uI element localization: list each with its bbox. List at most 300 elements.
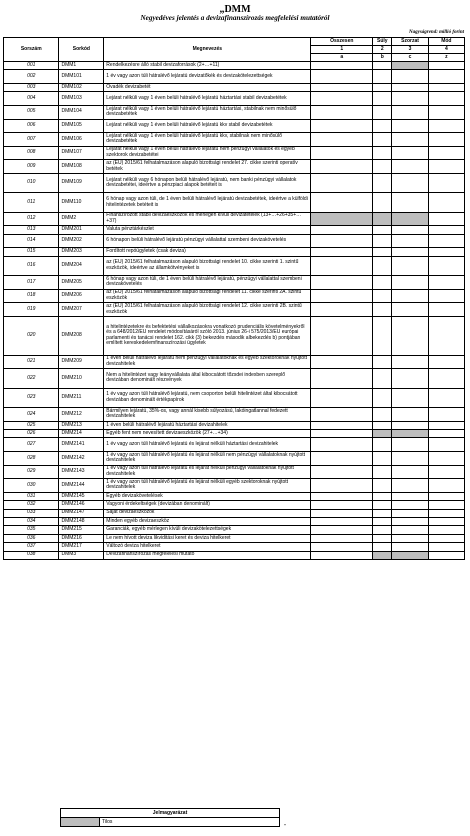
row-code: DMM217 — [59, 543, 104, 551]
value-suly-cell[interactable] — [373, 234, 392, 248]
value-suly-cell[interactable] — [373, 452, 392, 466]
row-description: 1 éven belüli hátralévő lejáratú nem pénzügyi vállalatoknak és egyéb szektoroknak nyújtott devizahitelek — [104, 355, 311, 369]
table-row — [4, 92, 465, 106]
row-description: az (EU) 2015/61 felhatalmazáson alapuló bizottsági rendelet 12. cikke szerinti 2B. szintű eszközök — [104, 303, 311, 317]
row-description: Lejárat nélküli vagy 1 éven belüli hátralévő lejáratú kkv stabil devizabetétek — [104, 119, 311, 133]
table-row — [4, 173, 465, 192]
table-row — [4, 492, 465, 500]
row-number: 009 — [4, 160, 59, 174]
row-description: Lejárat nélküli vagy 1 éven belüli hátralévő lejáratú háztartási, stabilnak nem minősülő devizabetétek — [104, 105, 311, 119]
row-description: 1 év vagy azon túli hátralévő lejáratú és lejárat nélküli nem pénzügyi vállalatoknak nyújtott devizahitelek — [104, 452, 311, 466]
value-suly-cell[interactable] — [373, 526, 392, 534]
value-suly-cell[interactable] — [373, 83, 392, 91]
row-number: 019 — [4, 303, 59, 317]
value-suly-cell[interactable] — [373, 421, 392, 429]
row-code: DMM107 — [59, 146, 104, 160]
table-row — [4, 303, 465, 317]
value-osszesen-cell[interactable] — [311, 438, 373, 452]
value-mod-cell — [428, 430, 464, 438]
value-szorzat-cell[interactable] — [392, 70, 428, 84]
value-suly-cell[interactable] — [373, 256, 392, 275]
value-mod-cell — [428, 212, 464, 226]
row-number: 026 — [4, 430, 59, 438]
value-szorzat-cell[interactable] — [392, 543, 428, 551]
row-code: DMM3 — [59, 551, 104, 559]
header-mod: Mód — [428, 38, 464, 46]
value-suly-cell[interactable] — [373, 388, 392, 407]
row-number: 001 — [4, 62, 59, 70]
value-suly-cell[interactable] — [373, 501, 392, 509]
row-number: 003 — [4, 83, 59, 91]
table-row — [4, 551, 465, 559]
header-osszesen: Összesen — [311, 38, 373, 46]
row-code: DMM2145 — [59, 492, 104, 500]
row-code: DMM203 — [59, 248, 104, 256]
value-mod-cell — [428, 355, 464, 369]
row-description: Bármilyen lejáratú, 35%-os, vagy annál kisebb súlyozású, lakóingatlannal fedezett devizahitelek — [104, 408, 311, 422]
header-col-letter-b: b — [373, 54, 392, 62]
value-suly-cell[interactable] — [373, 193, 392, 212]
row-description: Egyéb fent nem nevesített devizaeszközök (27+…+34) — [104, 430, 311, 438]
row-description: Saját devizaeszközök — [104, 509, 311, 517]
row-code: DMM2144 — [59, 479, 104, 493]
value-szorzat-cell[interactable] — [392, 160, 428, 174]
table-row — [4, 133, 465, 147]
row-number: 004 — [4, 92, 59, 106]
value-osszesen-cell[interactable] — [311, 465, 373, 479]
row-description: 1 év vagy azon túli hátralévő lejáratú és lejárat nélküli egyéb szektoroknak nyújtott devizahitelek — [104, 479, 311, 493]
row-number: 032 — [4, 501, 59, 509]
row-description: a hitelintézetekre és befektetési vállalkozásokra vonatkozó prudenciális követelményekről és a 648/2012/EU rendelet módosításáról szóló 2013. június 26-i 575/2013/EU európai parlamenti és tanácsi rendelet 162. cikk (3) bekezdés második albekezdés b) pontjában említett kereskedelemfinanszírozási ügyletek — [104, 316, 311, 355]
value-szorzat-cell[interactable] — [392, 316, 428, 355]
row-number: 031 — [4, 492, 59, 500]
row-code: DMM210 — [59, 369, 104, 388]
value-mod-cell — [428, 509, 464, 517]
value-osszesen-cell[interactable] — [311, 526, 373, 534]
value-suly-cell[interactable] — [373, 509, 392, 517]
value-osszesen-cell[interactable] — [311, 316, 373, 355]
value-szorzat-cell[interactable] — [392, 276, 428, 290]
row-number: 021 — [4, 355, 59, 369]
value-osszesen-cell[interactable] — [311, 492, 373, 500]
table-row — [4, 105, 465, 119]
row-number: 024 — [4, 408, 59, 422]
value-szorzat-cell[interactable] — [392, 408, 428, 422]
value-osszesen-cell[interactable] — [311, 160, 373, 174]
value-mod-cell — [428, 479, 464, 493]
row-description: 6 hónap vagy azon túli, de 1 éven belüli hátralévő lejáratú devizabetétek, ideértve a külföldi hitelintézetek betéteit is — [104, 193, 311, 212]
value-szorzat-cell[interactable] — [392, 289, 428, 303]
legend-swatch — [61, 818, 100, 827]
value-suly-cell[interactable] — [373, 70, 392, 84]
value-suly-cell[interactable] — [373, 160, 392, 174]
row-number: 008 — [4, 146, 59, 160]
value-mod-cell — [428, 534, 464, 542]
row-code: DMM201 — [59, 226, 104, 234]
row-description: Óvadék devizabetét — [104, 83, 311, 91]
row-code: DMM212 — [59, 408, 104, 422]
value-osszesen-cell[interactable] — [311, 133, 373, 147]
row-code: DMM2148 — [59, 517, 104, 525]
legend-title: Jelmagyarázat — [61, 809, 280, 818]
row-description: Minden egyéb devizaeszköz — [104, 517, 311, 525]
value-mod-cell — [428, 105, 464, 119]
legend — [60, 808, 280, 827]
table-body — [4, 62, 465, 560]
value-osszesen-cell[interactable] — [311, 146, 373, 160]
table-row — [4, 369, 465, 388]
value-osszesen-cell[interactable] — [311, 276, 373, 290]
value-mod-cell — [428, 438, 464, 452]
value-szorzat-cell[interactable] — [392, 355, 428, 369]
row-description: az (EU) 2015/61 felhatalmazáson alapuló bizottsági rendelet 10. cikke szerinti 1. szintű eszközök, ideértve az államkötvényeket is — [104, 256, 311, 275]
table-row — [4, 119, 465, 133]
row-description: 1 év vagy azon túli hátralévő lejáratú devizatőkék és devizakötelezettségek — [104, 70, 311, 84]
value-suly-cell[interactable] — [373, 133, 392, 147]
value-suly-cell[interactable] — [373, 146, 392, 160]
value-osszesen-cell[interactable] — [311, 355, 373, 369]
table-row — [4, 421, 465, 429]
value-osszesen-cell[interactable] — [311, 551, 373, 559]
table-row — [4, 276, 465, 290]
value-mod-cell — [428, 276, 464, 290]
value-suly-cell[interactable] — [373, 316, 392, 355]
value-szorzat-cell[interactable] — [392, 173, 428, 192]
value-mod-cell — [428, 465, 464, 479]
value-osszesen-cell[interactable] — [311, 408, 373, 422]
value-mod-cell — [428, 234, 464, 248]
value-szorzat-cell[interactable] — [392, 234, 428, 248]
value-mod-cell — [428, 492, 464, 500]
value-szorzat-cell[interactable] — [392, 146, 428, 160]
value-suly-cell[interactable] — [373, 248, 392, 256]
row-code: DMM104 — [59, 105, 104, 119]
value-osszesen-cell[interactable] — [311, 543, 373, 551]
table-row — [4, 289, 465, 303]
value-suly-cell[interactable] — [373, 465, 392, 479]
value-szorzat-cell[interactable] — [392, 248, 428, 256]
value-osszesen-cell[interactable] — [311, 369, 373, 388]
value-osszesen-cell[interactable] — [311, 226, 373, 234]
table-row — [4, 212, 465, 226]
row-code: DMM2142 — [59, 452, 104, 466]
header-col-letter-a: a — [311, 54, 373, 62]
report-subtitle: Negyedéves jelentés a devizafinanszírozás megfelelési mutatóról — [140, 14, 330, 22]
row-description: Lejárat nélküli vagy 6 hónapon belüli hátralévő lejáratú, nem banki pénzügyi vállalatok devizabetétei, ideértve a pénzpiaci alapok betéteit is — [104, 173, 311, 192]
row-number: 010 — [4, 173, 59, 192]
table-row — [4, 62, 465, 70]
value-osszesen-cell[interactable] — [311, 452, 373, 466]
row-code: DMM202 — [59, 234, 104, 248]
value-osszesen-cell[interactable] — [311, 256, 373, 275]
row-number: 029 — [4, 465, 59, 479]
row-number: 002 — [4, 70, 59, 84]
header-col-num-3: 3 — [392, 46, 428, 54]
table-row — [4, 452, 465, 466]
row-description: az (EU) 2015/61 felhatalmazáson alapuló bizottsági rendelet 11. cikke szerinti 2A. szintű eszközök — [104, 289, 311, 303]
row-number: 015 — [4, 248, 59, 256]
table-row — [4, 479, 465, 493]
value-mod-cell — [428, 551, 464, 559]
value-szorzat-cell[interactable] — [392, 479, 428, 493]
row-number: 033 — [4, 509, 59, 517]
row-description: Finanszírozott stabil devizaeszközök és mérlegen kívüli devizatételek (13+…+26+35+…+37) — [104, 212, 311, 226]
row-code: DMM216 — [59, 534, 104, 542]
value-szorzat-cell[interactable] — [392, 226, 428, 234]
value-suly-cell[interactable] — [373, 62, 392, 70]
row-description: Valuta pénztárkészlet — [104, 226, 311, 234]
table-row — [4, 146, 465, 160]
header-suly: Súly — [373, 38, 392, 46]
row-number: 027 — [4, 438, 59, 452]
value-osszesen-cell[interactable] — [311, 83, 373, 91]
value-szorzat-cell[interactable] — [392, 438, 428, 452]
value-mod-cell — [428, 193, 464, 212]
report-title: „DMM — [219, 4, 251, 15]
header-col-num-4: 4 — [428, 46, 464, 54]
row-code: DMM2 — [59, 212, 104, 226]
row-description: Garanciák, egyéb mérlegen kívüli devizakötelezettségek — [104, 526, 311, 534]
header-col-num-1: 1 — [311, 46, 373, 54]
value-osszesen-cell[interactable] — [311, 388, 373, 407]
value-mod-cell — [428, 501, 464, 509]
row-number: 005 — [4, 105, 59, 119]
value-osszesen-cell[interactable] — [311, 430, 373, 438]
value-szorzat-cell — [392, 430, 428, 438]
value-mod-cell — [428, 517, 464, 525]
value-osszesen-cell[interactable] — [311, 509, 373, 517]
row-description: 6 hónap vagy azon túli, de 1 éven belüli hátralévő lejáratú, pénzügyi vállalattal szembeni devizakövetelés — [104, 276, 311, 290]
table-row — [4, 83, 465, 91]
value-szorzat-cell — [392, 212, 428, 226]
table-row — [4, 543, 465, 551]
row-number: 038 — [4, 551, 59, 559]
row-code: DMM2146 — [59, 501, 104, 509]
header-sorszam: Sorszám — [4, 38, 59, 62]
row-number: 012 — [4, 212, 59, 226]
table-row — [4, 517, 465, 525]
row-description: 1 éven belüli hátralévő lejáratú háztartási devizahitelek — [104, 421, 311, 429]
value-suly-cell[interactable] — [373, 355, 392, 369]
row-number: 017 — [4, 276, 59, 290]
value-osszesen-cell[interactable] — [311, 303, 373, 317]
value-suly-cell[interactable] — [373, 276, 392, 290]
closing-quote-mark: " — [284, 824, 286, 830]
table-row — [4, 388, 465, 407]
row-description: 1 év vagy azon túli hátralévő lejáratú és lejárat nélküli háztartási devizahitelek — [104, 438, 311, 452]
value-mod-cell — [428, 543, 464, 551]
value-suly-cell[interactable] — [373, 492, 392, 500]
value-mod-cell — [428, 70, 464, 84]
row-code: DMM2147 — [59, 509, 104, 517]
value-mod-cell — [428, 256, 464, 275]
value-suly-cell[interactable] — [373, 289, 392, 303]
value-suly-cell[interactable] — [373, 226, 392, 234]
table-row — [4, 234, 465, 248]
row-code: DMM208 — [59, 316, 104, 355]
value-szorzat-cell[interactable] — [392, 119, 428, 133]
value-mod-cell — [428, 408, 464, 422]
value-suly-cell[interactable] — [373, 119, 392, 133]
value-osszesen-cell[interactable] — [311, 70, 373, 84]
value-szorzat-cell[interactable] — [392, 517, 428, 525]
row-description: Fordított repóügyletek (csak deviza) — [104, 248, 311, 256]
row-number: 034 — [4, 517, 59, 525]
row-description: Lejárat nélküli vagy 1 éven belüli hátralévő lejáratú háztartási stabil devizabetétek — [104, 92, 311, 106]
value-szorzat-cell[interactable] — [392, 83, 428, 91]
value-suly-cell[interactable] — [373, 92, 392, 106]
value-mod-cell — [428, 62, 464, 70]
value-mod-cell — [428, 316, 464, 355]
value-suly-cell[interactable] — [373, 303, 392, 317]
row-code: DMM105 — [59, 119, 104, 133]
value-mod-cell — [428, 303, 464, 317]
value-szorzat-cell[interactable] — [392, 256, 428, 275]
value-osszesen-cell[interactable] — [311, 234, 373, 248]
value-suly-cell[interactable] — [373, 543, 392, 551]
row-description: Lejárat nélküli vagy 1 éven belüli hátralévő lejáratú kkv, stabilnak nem minősülő devizabetétek — [104, 133, 311, 147]
row-number: 018 — [4, 289, 59, 303]
value-suly-cell[interactable] — [373, 534, 392, 542]
value-szorzat-cell[interactable] — [392, 303, 428, 317]
value-suly-cell — [373, 212, 392, 226]
row-description: az (EU) 2015/61 felhatalmazáson alapuló bizottsági rendelet 27. cikke szerinti operatív betétek — [104, 160, 311, 174]
value-mod-cell — [428, 173, 464, 192]
value-osszesen-cell[interactable] — [311, 421, 373, 429]
table-row — [4, 534, 465, 542]
value-suly-cell[interactable] — [373, 517, 392, 525]
value-osszesen-cell[interactable] — [311, 479, 373, 493]
value-osszesen-cell[interactable] — [311, 173, 373, 192]
row-description: Le nem hívott deviza likviditási keret és deviza hitelkeret — [104, 534, 311, 542]
row-code: DMM2141 — [59, 438, 104, 452]
value-osszesen-cell[interactable] — [311, 289, 373, 303]
value-suly-cell[interactable] — [373, 105, 392, 119]
row-number: 020 — [4, 316, 59, 355]
row-code: DMM214 — [59, 430, 104, 438]
value-szorzat-cell[interactable] — [392, 534, 428, 542]
value-mod-cell — [428, 388, 464, 407]
row-number: 023 — [4, 388, 59, 407]
table-row — [4, 193, 465, 212]
value-osszesen-cell[interactable] — [311, 193, 373, 212]
unit-label: Nagyságrend: millió forint — [408, 30, 464, 35]
row-code: DMM209 — [59, 355, 104, 369]
row-description: 1 év vagy azon túli hátralévő lejáratú és lejárat nélküli pénzügyi vállalatoknak nyújtott devizahitelek — [104, 465, 311, 479]
value-szorzat-cell[interactable] — [392, 526, 428, 534]
value-mod-cell — [428, 452, 464, 466]
value-szorzat-cell[interactable] — [392, 492, 428, 500]
table-row — [4, 501, 465, 509]
value-osszesen-cell[interactable] — [311, 534, 373, 542]
value-osszesen-cell[interactable] — [311, 248, 373, 256]
row-number: 036 — [4, 534, 59, 542]
value-szorzat-cell[interactable] — [392, 105, 428, 119]
row-description: 6 hónapon belüli hátralévő lejáratú pénzügyi vállalattal szembeni devizakövetelés — [104, 234, 311, 248]
value-suly-cell[interactable] — [373, 173, 392, 192]
value-szorzat-cell[interactable] — [392, 421, 428, 429]
value-szorzat-cell[interactable] — [392, 501, 428, 509]
row-number: 025 — [4, 421, 59, 429]
value-szorzat-cell[interactable] — [392, 509, 428, 517]
table-row — [4, 256, 465, 275]
row-code: DMM207 — [59, 303, 104, 317]
value-suly-cell — [373, 430, 392, 438]
value-szorzat-cell — [392, 551, 428, 559]
row-number: 028 — [4, 452, 59, 466]
value-suly-cell[interactable] — [373, 408, 392, 422]
value-osszesen-cell[interactable] — [311, 517, 373, 525]
row-code: DMM215 — [59, 526, 104, 534]
row-code: DMM106 — [59, 133, 104, 147]
value-szorzat-cell[interactable] — [392, 465, 428, 479]
header-szorzat: Szorzat — [392, 38, 428, 46]
value-suly-cell[interactable] — [373, 479, 392, 493]
value-osszesen-cell[interactable] — [311, 92, 373, 106]
value-mod-cell — [428, 369, 464, 388]
value-szorzat-cell[interactable] — [392, 133, 428, 147]
row-code: DMM204 — [59, 256, 104, 275]
row-number: 035 — [4, 526, 59, 534]
value-suly-cell[interactable] — [373, 369, 392, 388]
value-osszesen-cell[interactable] — [311, 62, 373, 70]
value-szorzat-cell[interactable] — [392, 193, 428, 212]
table-row — [4, 408, 465, 422]
row-number: 037 — [4, 543, 59, 551]
row-code: DMM102 — [59, 83, 104, 91]
table-row — [4, 465, 465, 479]
value-osszesen-cell — [311, 212, 373, 226]
header-col-letter-c: c — [392, 54, 428, 62]
value-osszesen-cell[interactable] — [311, 105, 373, 119]
value-szorzat-cell[interactable] — [392, 452, 428, 466]
value-suly-cell[interactable] — [373, 438, 392, 452]
value-szorzat-cell[interactable] — [392, 92, 428, 106]
table-row — [4, 526, 465, 534]
table-row — [4, 438, 465, 452]
row-number: 016 — [4, 256, 59, 275]
row-description: Nem a hitelintézet vagy leányvállalata által kibocsátott tőzsdei indexben szereplő devizában denominált részvények — [104, 369, 311, 388]
value-szorzat-cell[interactable] — [392, 388, 428, 407]
table-row — [4, 160, 465, 174]
row-number: 022 — [4, 369, 59, 388]
table-row — [4, 70, 465, 84]
row-number: 030 — [4, 479, 59, 493]
row-code: DMM1 — [59, 62, 104, 70]
value-mod-cell — [428, 289, 464, 303]
row-code: DMM206 — [59, 289, 104, 303]
value-szorzat-cell[interactable] — [392, 369, 428, 388]
report-table — [3, 37, 465, 560]
legend-item: Tilos — [100, 818, 280, 827]
row-number: 007 — [4, 133, 59, 147]
value-mod-cell — [428, 160, 464, 174]
value-osszesen-cell[interactable] — [311, 119, 373, 133]
row-description: Lejárat nélküli vagy 1 éven belüli hátralévő lejáratú nem pénzügyi vállalatok és egyéb szektorok devizabetétei — [104, 146, 311, 160]
row-number: 013 — [4, 226, 59, 234]
row-code: DMM213 — [59, 421, 104, 429]
header-sorkod: Sorkód — [59, 38, 104, 62]
table-row — [4, 248, 465, 256]
row-code: DMM101 — [59, 70, 104, 84]
value-suly-cell — [373, 551, 392, 559]
row-description: Változó deviza hitelkeret — [104, 543, 311, 551]
row-description: Devizafinanszírozás megfelelési mutató — [104, 551, 311, 559]
header-megnevezes: Megnevezés — [104, 38, 311, 62]
row-code: DMM103 — [59, 92, 104, 106]
row-number: 014 — [4, 234, 59, 248]
value-osszesen-cell[interactable] — [311, 501, 373, 509]
